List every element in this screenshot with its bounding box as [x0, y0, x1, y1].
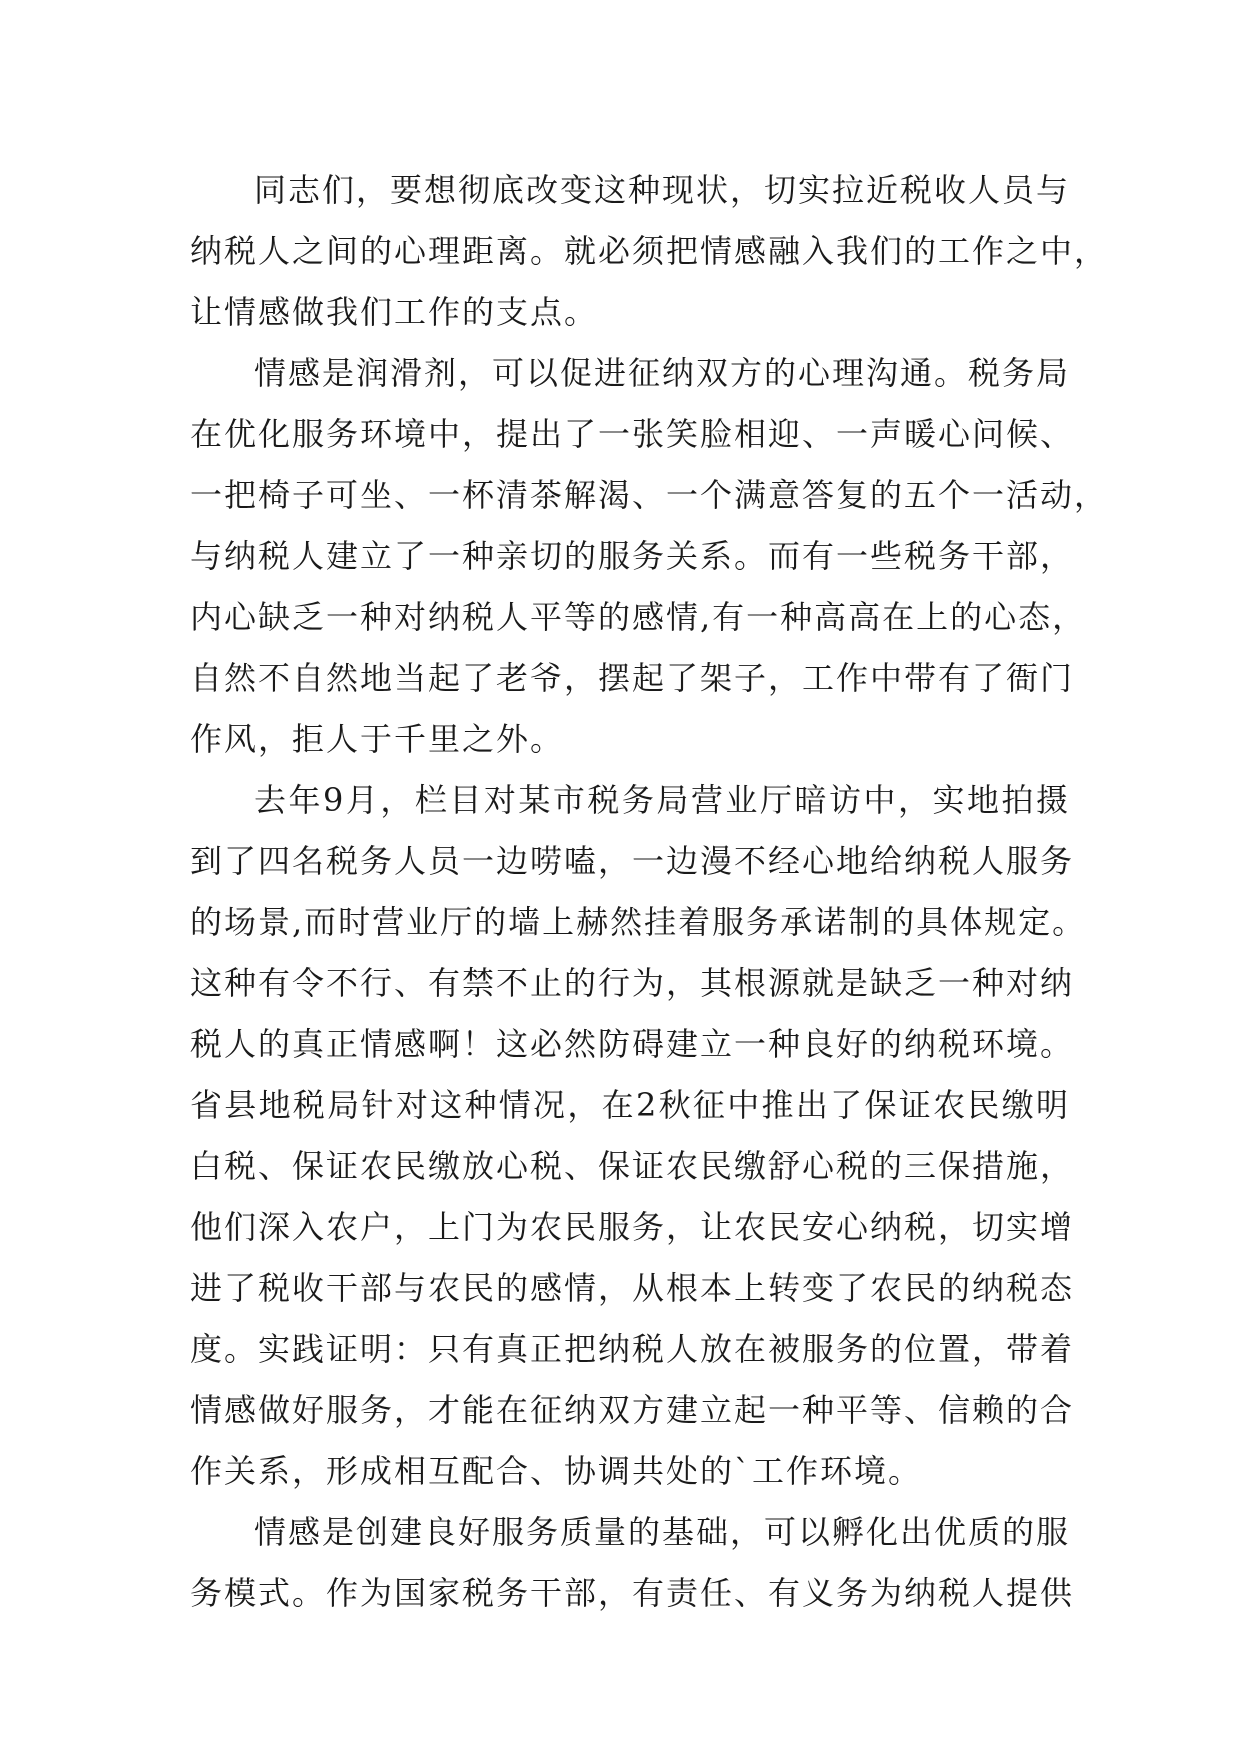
text-line: 白税、保证农民缴放心税、保证农民缴舒心税的三保措施，	[190, 1147, 1075, 1185]
text-line: 去年9月，栏目对某市税务局营业厅暗访中，实地拍摄	[254, 781, 1070, 819]
text-line: 作风，拒人于千里之外。	[190, 720, 565, 758]
text-line: 度。实践证明：只有真正把纳税人放在被服务的位置，带着	[190, 1330, 1075, 1368]
text-line: 到了四名税务人员一边唠嗑，一边漫不经心地给纳税人服务	[190, 842, 1075, 880]
text-line: 情感是创建良好服务质量的基础，可以孵化出优质的服	[254, 1513, 1071, 1551]
text-line: 这种有令不行、有禁不止的行为，其根源就是缺乏一种对纳	[190, 964, 1075, 1002]
text-line: 务模式。作为国家税务干部，有责任、有义务为纳税人提供	[190, 1574, 1075, 1612]
text-line: 与纳税人建立了一种亲切的服务关系。而有一些税务干部，	[190, 537, 1075, 575]
text-line: 在优化服务环境中，提出了一张笑脸相迎、一声暖心问候、	[190, 415, 1075, 453]
text-line: 同志们，要想彻底改变这种现状，切实拉近税收人员与	[254, 171, 1071, 209]
text-line: 省县地税局针对这种情况，在2秋征中推出了保证农民缴明	[190, 1086, 1070, 1124]
text-line: 的场景,而时营业厅的墙上赫然挂着服务承诺制的具体规定。	[190, 903, 1087, 941]
text-line: 让情感做我们工作的支点。	[190, 293, 599, 331]
text-line: 进了税收干部与农民的感情，从根本上转变了农民的纳税态	[190, 1269, 1075, 1307]
text-line: 纳税人之间的心理距离。就必须把情感融入我们的工作之中，	[190, 232, 1109, 270]
text-line: 自然不自然地当起了老爷，摆起了架子，工作中带有了衙门	[190, 659, 1075, 697]
text-line: 内心缺乏一种对纳税人平等的感情,有一种高高在上的心态，	[190, 598, 1087, 636]
body-text	[190, 160, 1109, 1624]
text-line: 情感做好服务，才能在征纳双方建立起一种平等、信赖的合	[190, 1391, 1075, 1429]
text-line: 他们深入农户，上门为农民服务，让农民安心纳税，切实增	[190, 1208, 1075, 1246]
text-line: 作关系，形成相互配合、协调共处的`工作环境。	[190, 1452, 923, 1490]
text-line: 情感是润滑剂，可以促进征纳双方的心理沟通。税务局	[254, 354, 1071, 392]
text-line: 一把椅子可坐、一杯清茶解渴、一个满意答复的五个一活动，	[190, 476, 1109, 514]
text-line: 税人的真正情感啊！这必然防碍建立一种良好的纳税环境。	[190, 1025, 1075, 1063]
